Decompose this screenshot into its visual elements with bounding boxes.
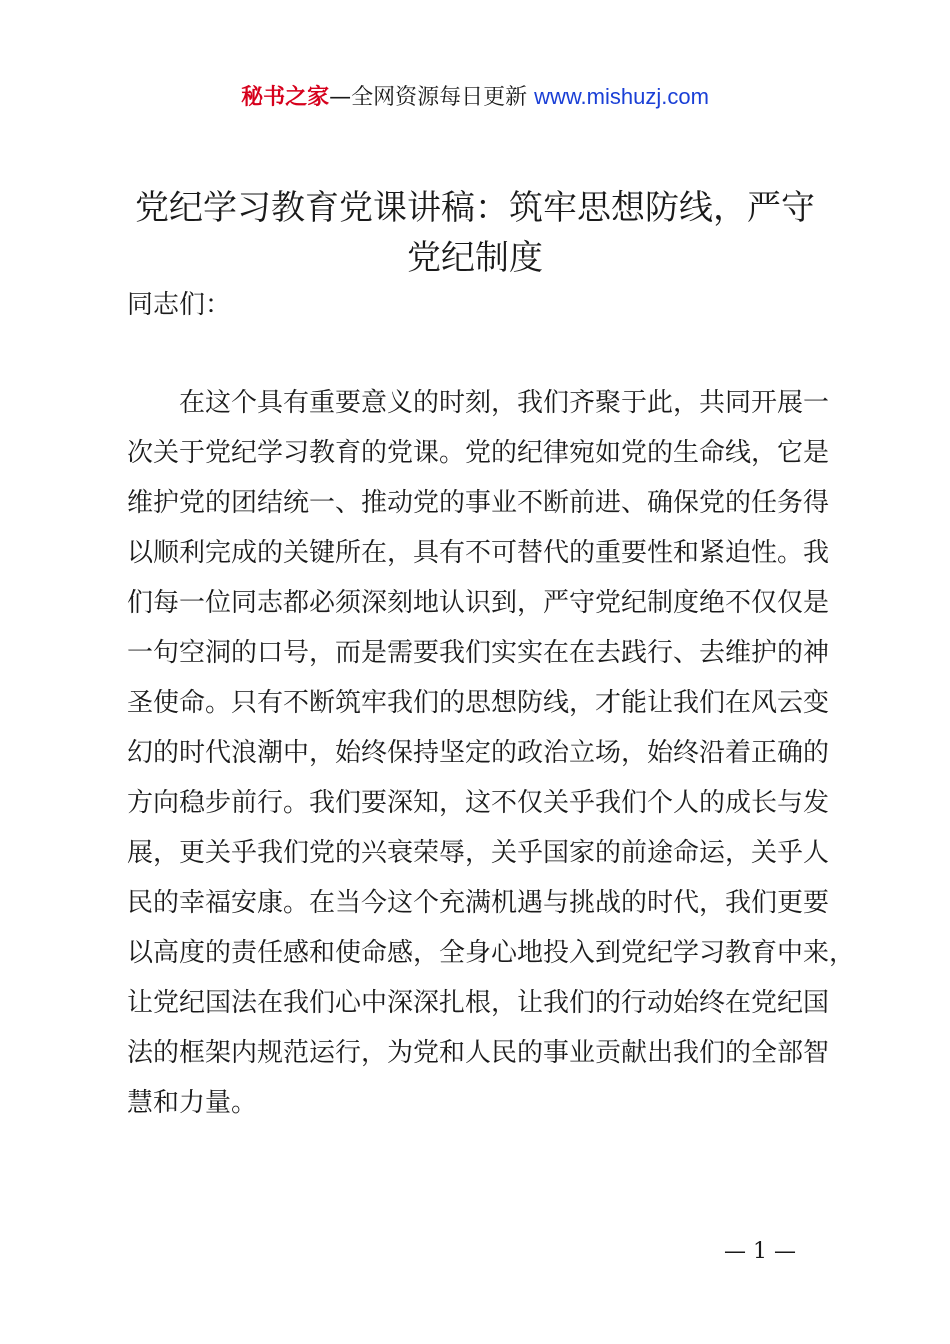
paragraph-line: 展，更关乎我们党的兴衰荣辱，关乎国家的前途命运，关乎人 <box>127 838 830 868</box>
paragraph-line: 们每一位同志都必须深刻地认识到，严守党纪制度绝不仅仅是 <box>127 588 830 618</box>
paragraph-line: 幻的时代浪潮中，始终保持坚定的政治立场，始终沿着正确的 <box>127 738 830 768</box>
paragraph-line: 次关于党纪学习教育的党课。党的纪律宛如党的生命线，它是 <box>127 438 830 468</box>
title-line-1: 党纪学习教育党课讲稿：筑牢思想防线，严守 <box>135 188 815 228</box>
document-title <box>110 183 840 283</box>
page-number: — 1 — <box>724 1239 796 1264</box>
paragraph-line: 方向稳步前行。我们要深知，这不仅关乎我们个人的成长与发 <box>127 788 830 818</box>
paragraph-line: 在这个具有重要意义的时刻，我们齐聚于此，共同开展一 <box>179 388 830 418</box>
paragraph-line: 让党纪国法在我们心中深深扎根，让我们的行动始终在党纪国 <box>127 988 830 1018</box>
paragraph-line: 一句空洞的口号，而是需要我们实实在在去践行、去维护的神 <box>127 638 830 668</box>
paragraph-line: 民的幸福安康。在当今这个充满机遇与挑战的时代，我们更要 <box>127 888 830 918</box>
site-header <box>0 80 950 115</box>
paragraph-line: 法的框架内规范运行，为党和人民的事业贡献出我们的全部智 <box>127 1038 830 1068</box>
brand-name: 秘书之家 <box>241 85 330 110</box>
header-tagline: —全网资源每日更新 <box>329 85 535 110</box>
title-line-2: 党纪制度 <box>407 238 543 278</box>
paragraph-line: 圣使命。只有不断筑牢我们的思想防线，才能让我们在风云变 <box>127 688 830 718</box>
paragraph-line: 以顺利完成的关键所在，具有不可替代的重要性和紧迫性。我 <box>127 538 830 568</box>
paragraph-line: 以高度的责任感和使命感，全身心地投入到党纪学习教育中来， <box>127 938 856 968</box>
body-paragraph <box>127 378 856 1128</box>
paragraph-line: 维护党的团结统一、推动党的事业不断前进、确保党的任务得 <box>127 488 830 518</box>
paragraph-line: 慧和力量。 <box>127 1088 258 1118</box>
site-url-link[interactable]: www.mishuzj.com <box>534 84 709 109</box>
salutation: 同志们： <box>127 290 232 320</box>
